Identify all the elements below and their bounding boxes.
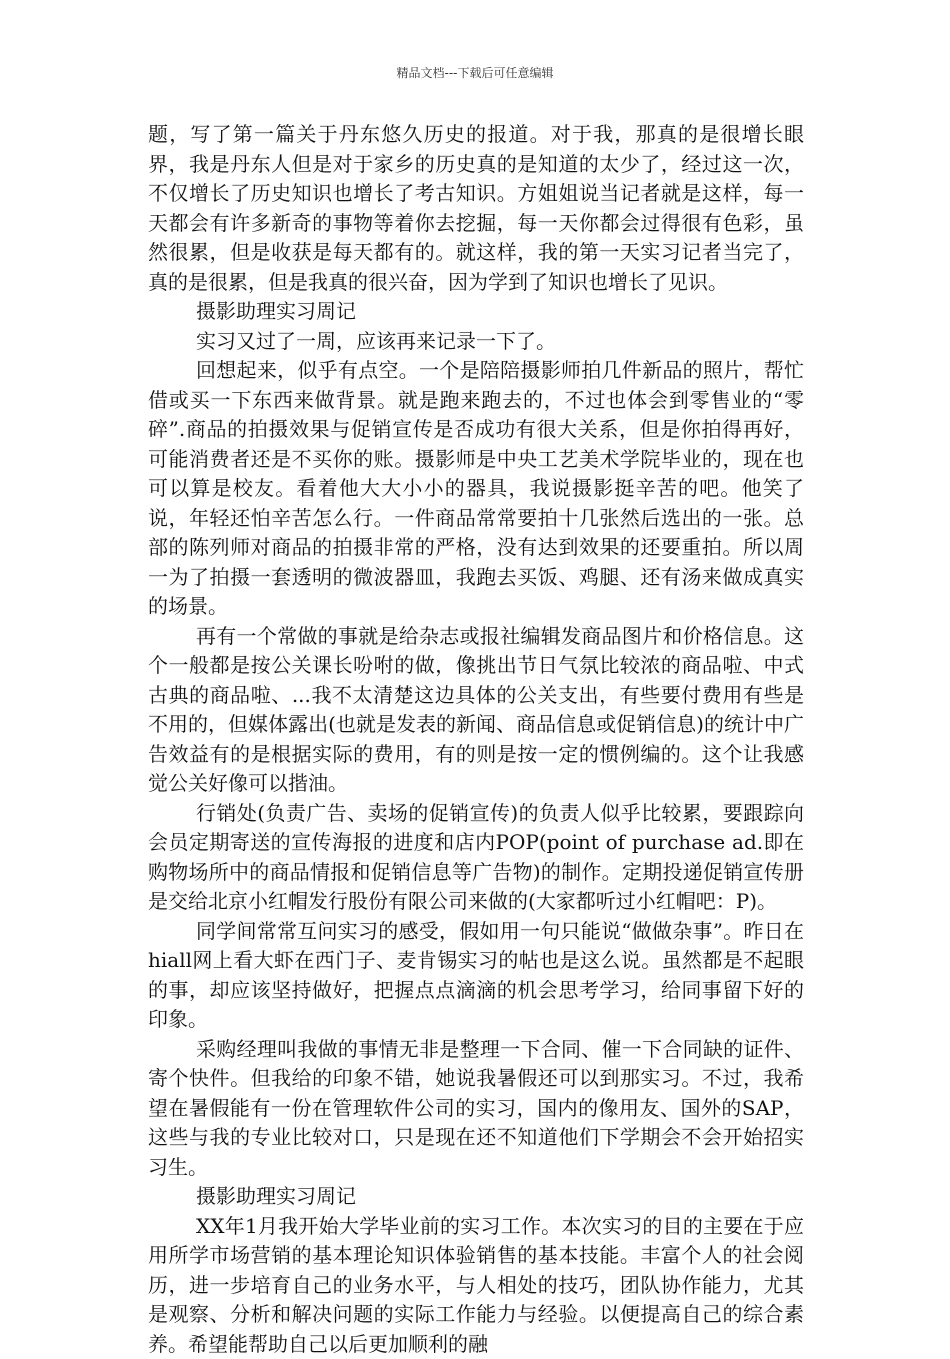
- paragraph: XX年1月我开始大学毕业前的实习工作。本次实习的目的主要在于应用所学市场营销的基本理论知识体验销售的基本技能。丰富个人的社会阅历，进一步培育自己的业务水平，与人相处的技巧，团队协作能力，尤其是观察、分析和解决问题的实际工作能力与经验。以便提高自己的综合素养。希望能帮助自己以后更加顺利的融: [148, 1212, 804, 1359]
- paragraph: 回想起来，似乎有点空。一个是陪陪摄影师拍几件新品的照片，帮忙借或买一下东西来做背景。就是跑来跑去的，不过也体会到零售业的“零碎”.商品的拍摄效果与促销宣传是否成功有很大关系，但是你拍得再好，可能消费者还是不买你的账。摄影师是中央工艺美术学院毕业的，现在也可以算是校友。看着他大大小小的器具，我说摄影挺辛苦的吧。他笑了说，年轻还怕辛苦怎么行。一件商品常常要拍十几张然后选出的一张。总部的陈列师对商品的拍摄非常的严格，没有达到效果的还要重拍。所以周一为了拍摄一套透明的微波器皿，我跑去买饭、鸡腿、还有汤来做成真实的场景。: [148, 356, 804, 622]
- section-heading: 摄影助理实习周记: [148, 297, 804, 327]
- paragraph: 采购经理叫我做的事情无非是整理一下合同、催一下合同缺的证件、寄个快件。但我给的印象不错，她说我暑假还可以到那实习。不过，我希望在暑假能有一份在管理软件公司的实习，国内的像用友、国外的SAP，这些与我的专业比较对口，只是现在还不知道他们下学期会不会开始招实习生。: [148, 1035, 804, 1183]
- paragraph: 再有一个常做的事就是给杂志或报社编辑发商品图片和价格信息。这个一般都是按公关课长吩咐的做，像挑出节日气氛比较浓的商品啦、中式古典的商品啦、...我不太清楚这边具体的公关支出，有些要付费用有些是不用的，但媒体露出(也就是发表的新闻、商品信息或促销信息)的统计中广告效益有的是根据实际的费用，有的则是按一定的惯例编的。这个让我感觉公关好像可以揩油。: [148, 622, 804, 799]
- paragraph: 行销处(负责广告、卖场的促销宣传)的负责人似乎比较累，要跟踪向会员定期寄送的宣传海报的进度和店内POP(point of purchase ad.即在购物场所中的商品情报和促销信息等广告物)的制作。定期投递促销宣传册是交给北京小红帽发行股份有限公司来做的(大家都听过小红帽吧：P)。: [148, 799, 804, 917]
- page-header: 精品文档---下载后可任意编辑: [0, 64, 950, 81]
- paragraph: 同学间常常互问实习的感受，假如用一句只能说“做做杂事”。昨日在hiall网上看大虾在西门子、麦肯锡实习的帖也是这么说。虽然都是不起眼的事，却应该坚持做好，把握点点滴滴的机会思考学习，给同事留下好的印象。: [148, 917, 804, 1035]
- paragraph-continuation: 题，写了第一篇关于丹东悠久历史的报道。对于我，那真的是很增长眼界，我是丹东人但是对于家乡的历史真的是知道的太少了，经过这一次，不仅增长了历史知识也增长了考古知识。方姐姐说当记者就是这样，每一天都会有许多新奇的事物等着你去挖掘，每一天你都会过得很有色彩，虽然很累，但是收获是每天都有的。就这样，我的第一天实习记者当完了，真的是很累，但是我真的很兴奋，因为学到了知识也增长了见识。: [148, 120, 804, 297]
- document-body: [148, 120, 804, 1359]
- paragraph: 实习又过了一周，应该再来记录一下了。: [148, 327, 804, 357]
- section-heading: 摄影助理实习周记: [148, 1182, 804, 1212]
